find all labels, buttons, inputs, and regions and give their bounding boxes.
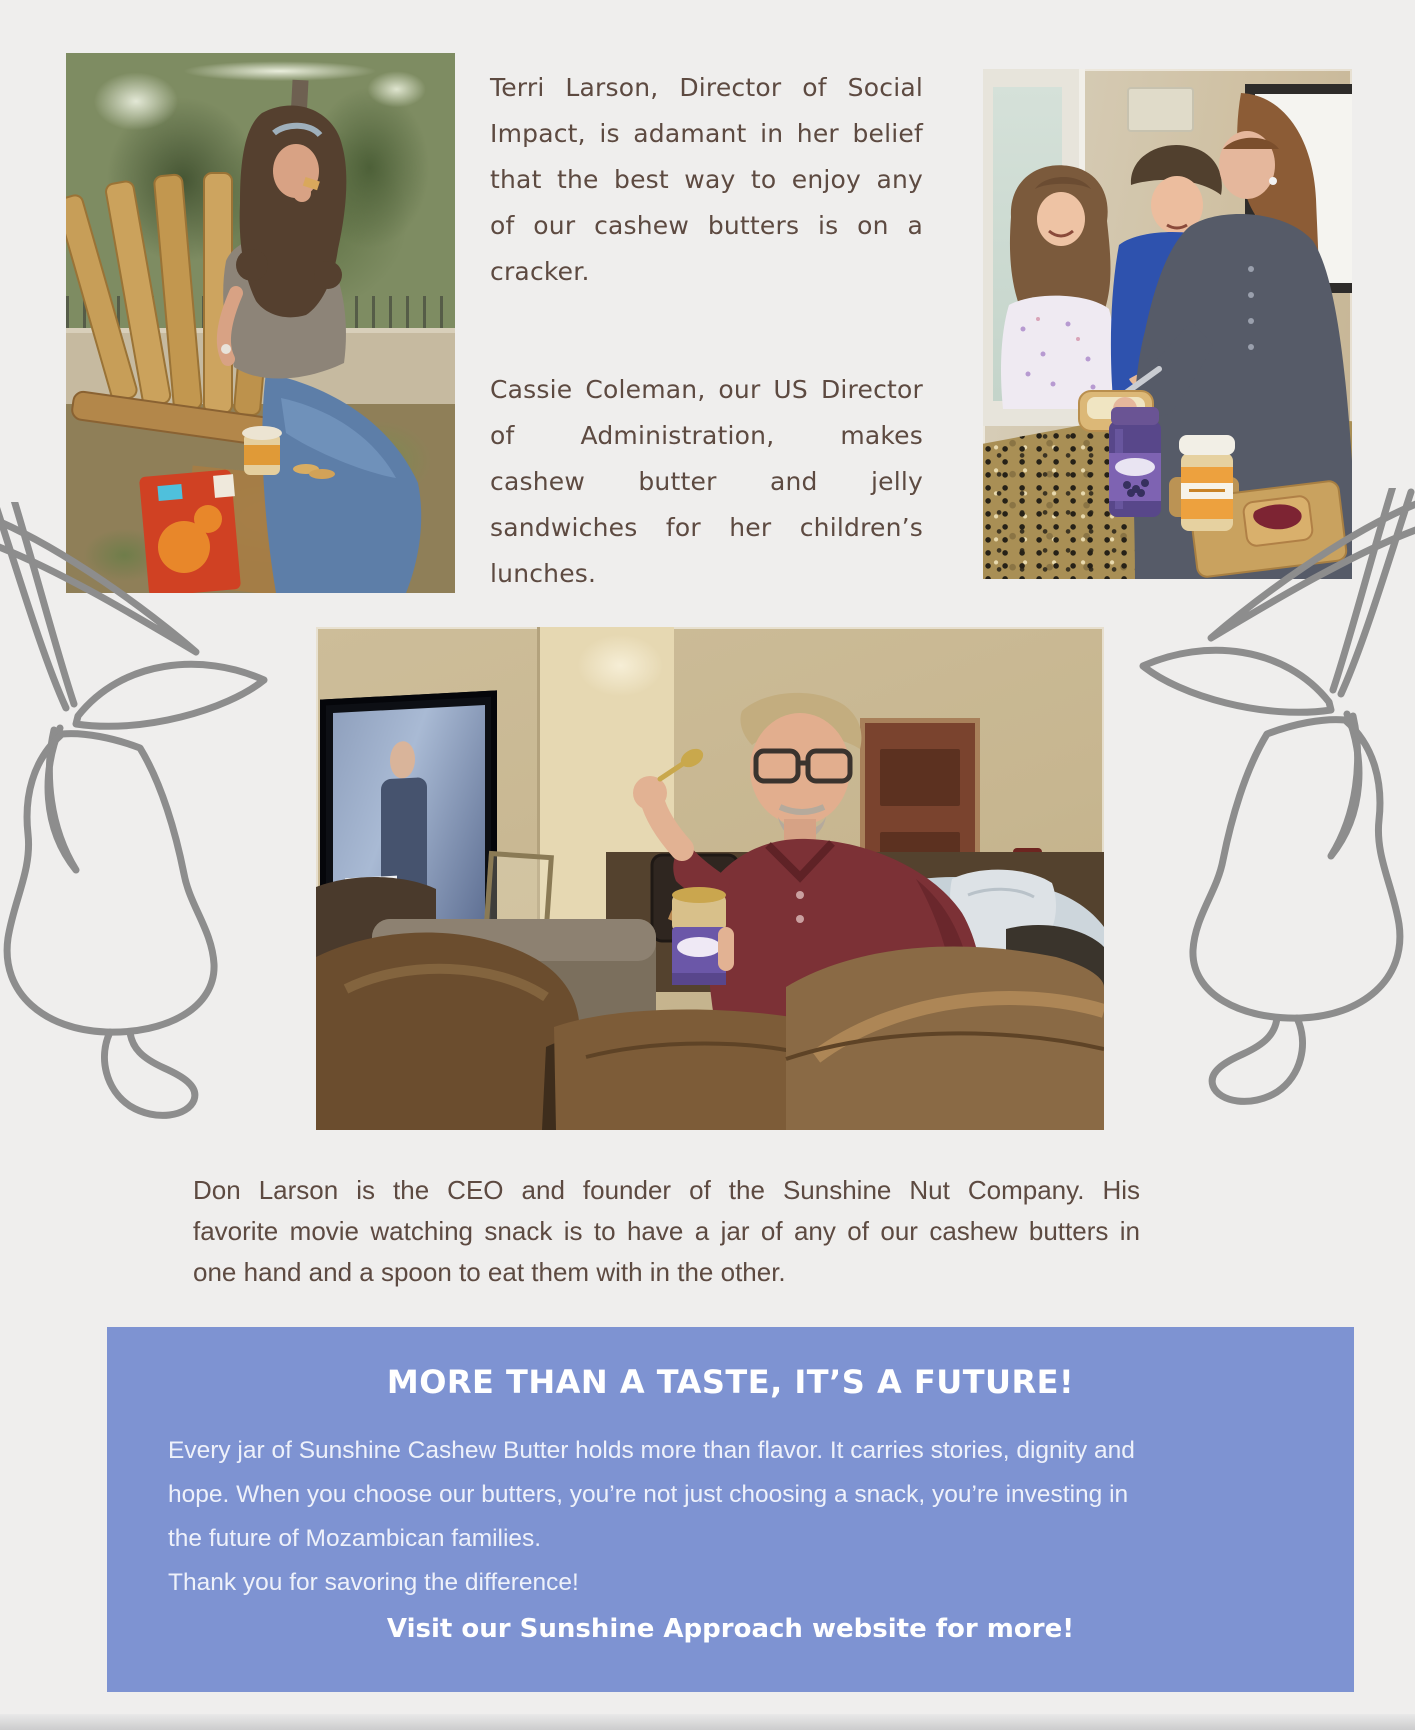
- caption-line: favorite movie watching snack is to have a jar of any of our cashew butters in: [193, 1216, 1140, 1246]
- cassie-paragraph: [490, 367, 923, 597]
- paragraph-line: sandwiches for her children’s: [490, 513, 923, 542]
- paragraph-line: that the best way to enjoy any: [490, 165, 923, 194]
- future-banner: [107, 1327, 1354, 1692]
- terri-paragraph: [490, 65, 923, 295]
- paragraph-line: of our cashew butters is on a: [490, 211, 923, 240]
- don-photo: [316, 627, 1104, 1130]
- don-caption: [193, 1170, 1140, 1293]
- caption-line: one hand and a spoon to eat them with in the other.: [193, 1257, 786, 1287]
- caption-line: Don Larson is the CEO and founder of the Sunshine Nut Company. His: [193, 1175, 1140, 1205]
- banner-body: [168, 1429, 1268, 1605]
- paragraph-line: Cassie Coleman, our US Director: [490, 375, 923, 404]
- cashew-fruit-outline-icon: [0, 502, 292, 1122]
- paragraph-line: Terri Larson, Director of Social: [490, 73, 923, 102]
- sunshine-approach-link[interactable]: Visit our Sunshine Approach website for more!: [386, 1614, 1075, 1644]
- paragraph-line: of Administration, makes: [490, 421, 923, 450]
- banner-line: Thank you for savoring the difference!: [168, 1569, 579, 1596]
- cashew-fruit-outline-icon: [1115, 488, 1415, 1108]
- paragraph-line: Impact, is adamant in her belief: [490, 119, 923, 148]
- banner-line: the future of Mozambican families.: [168, 1525, 542, 1552]
- paragraph-line: cracker.: [490, 257, 590, 286]
- banner-line: hope. When you choose our butters, you’re not just choosing a snack, you’re investing in: [168, 1481, 1129, 1508]
- daughter-figure: [1001, 165, 1117, 409]
- don-photo-figures: [316, 627, 1104, 1130]
- banner-line: Every jar of Sunshine Cashew Butter holds more than flavor. It carries stories, dignity and: [168, 1437, 1135, 1464]
- page-bottom-divider: [0, 1714, 1415, 1730]
- paragraph-line: lunches.: [490, 559, 597, 588]
- banner-heading: MORE THAN A TASTE, IT’S A FUTURE!: [386, 1363, 1075, 1401]
- paragraph-line: cashew butter and jelly: [490, 467, 923, 496]
